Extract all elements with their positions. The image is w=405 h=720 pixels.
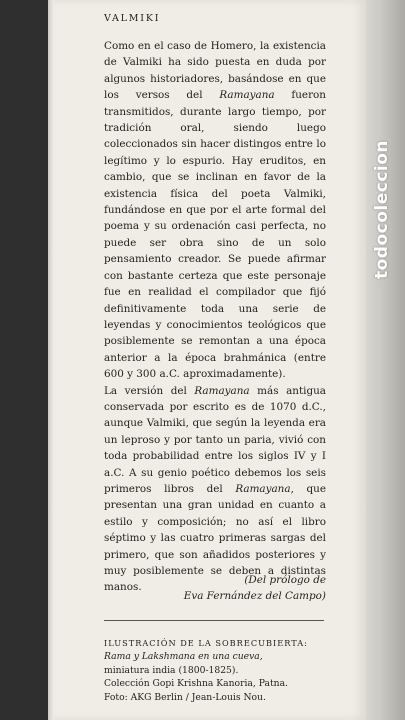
- credits-line: Foto: AKG Berlin / Jean-Louis Nou.: [104, 691, 266, 703]
- book-spine: [366, 0, 405, 720]
- watermark-logo: todocoleccion: [372, 140, 392, 280]
- credits-line: miniatura india (1800-1825).: [104, 664, 239, 676]
- credits-title: ILUSTRACIÓN DE LA SOBRECUBIERTA:: [104, 638, 308, 648]
- attribution: (Del prólogo de Eva Fernández del Campo): [183, 574, 326, 603]
- credits-line: Rama y Lakshmana en una cueva,: [104, 651, 263, 663]
- page-fold-shadow: [48, 0, 54, 720]
- credits-line: Colección Gopi Krishna Kanoria, Patna.: [104, 678, 288, 690]
- paragraph-2: La versión del Ramayana más antigua conservada por escrito es de 1070 d.C., aunque Valmiki, que según la leyenda era un leproso y por tanto un paria, vivió con toda probabilidad entre los siglos IV y I a.C. A su genio poético debemos los seis primeros libros del Ramayana, que presentan una gran unidad en cuanto a estilo y composición; no así el libro séptimo y las cuatro primeras sargas del primero, que son añadidos posteriores y muy posiblemente se deben a distintas manos.: [104, 384, 326, 594]
- paragraph-1: Como en el caso de Homero, la existencia de Valmiki ha sido puesta en duda por algunos historiadores, basándose en que los versos del Ramayana fueron transmitidos, durante largo tiempo, por tradición oral, siendo luego coleccionados sin hacer distingos entre lo legítimo y lo espurio. Hay eruditos, en cambio, que se inclinan en favor de la existencia física del poeta Valmiki, fundándose en que por el arte formal del poema y su ordenación casi perfecta, no puede ser obra sino de un solo pensamiento creador. Se puede afirmar con bastante certeza que este personaje fue en realidad el compilador que fijó definitivamente toda una serie de leyendas y conocimientos teológicos que posiblemente se remontan a una época anterior a la época brahmánica (entre 600 y 300 a.C. aproximadamente).: [104, 40, 326, 381]
- prologue-text: [104, 38, 326, 596]
- page-heading: VALMIKI: [104, 13, 161, 24]
- cover-credits: [104, 637, 334, 704]
- divider-rule: [104, 620, 324, 621]
